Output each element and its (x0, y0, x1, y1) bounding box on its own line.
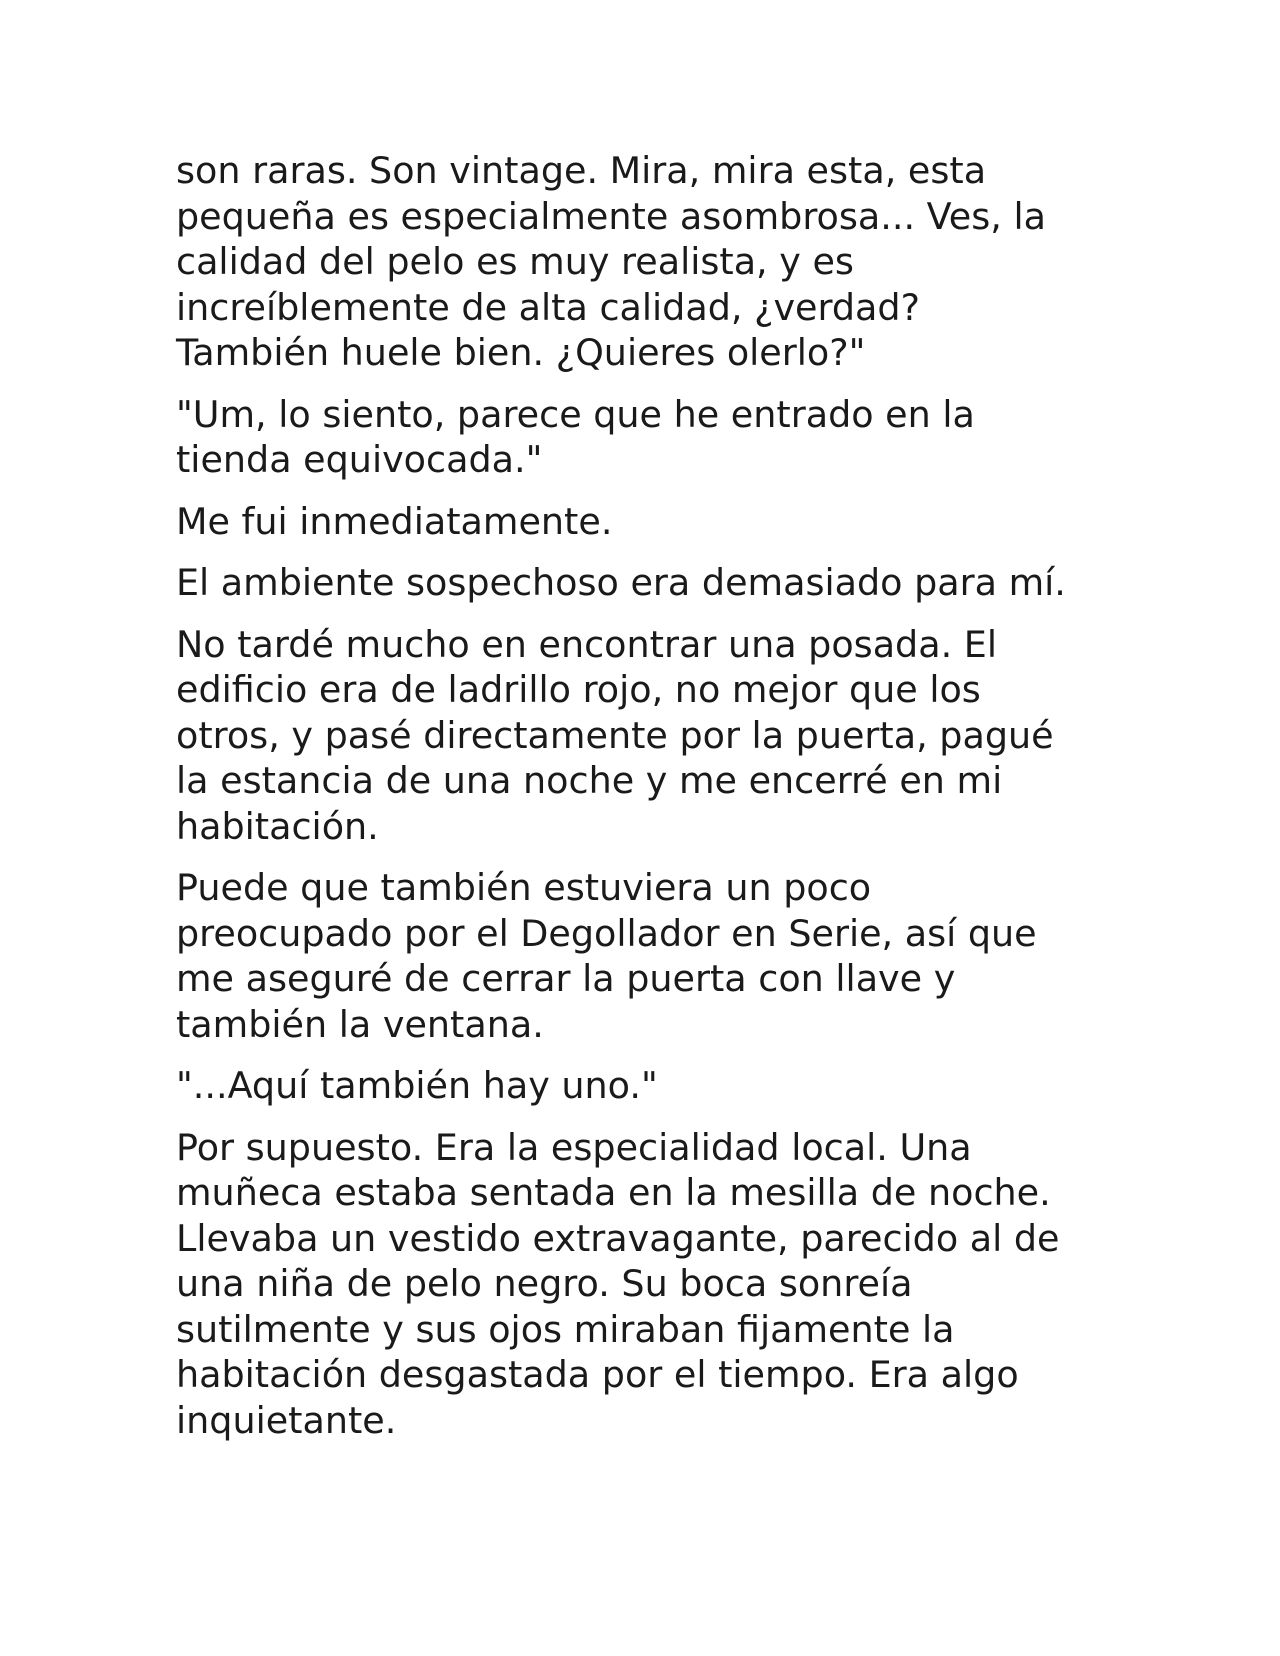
paragraph-7 (176, 1063, 1096, 1109)
text-line: muñeca estaba sentada en la mesilla de noche. (176, 1171, 1051, 1214)
text-line: "...Aquí también hay uno." (176, 1064, 658, 1107)
paragraph-2 (176, 392, 1096, 483)
paragraph-1 (176, 148, 1096, 376)
text-line: increíblemente de alta calidad, ¿verdad? (176, 285, 920, 329)
text-line: tienda equivocada." (176, 438, 543, 481)
text-line: Por supuesto. Era la especialidad local. Una (176, 1125, 972, 1169)
text-line: me aseguré de cerrar la puerta con llave y (176, 957, 956, 1000)
text-line: No tardé mucho en encontrar una posada. El (176, 622, 998, 666)
text-line: habitación desgastada por el tiempo. Era algo (176, 1353, 1019, 1396)
text-line: inquietante. (176, 1398, 397, 1442)
paragraph-3 (176, 499, 1096, 545)
text-line: una niña de pelo negro. Su boca sonreía (176, 1262, 913, 1305)
text-line: preocupado por el Degollador en Serie, así que (176, 911, 1037, 955)
paragraph-5 (176, 622, 1096, 850)
text-line: Puede que también estuviera un poco (176, 866, 872, 909)
text-line: habitación. (176, 804, 379, 848)
text-line: "Um, lo siento, parece que he entrado en la (176, 392, 975, 436)
text-line: Me fui inmediatamente. (176, 499, 613, 543)
text-line: El ambiente sospechoso era demasiado para mí. (176, 561, 1066, 604)
paragraph-8 (176, 1125, 1096, 1444)
text-line: otros, y pasé directamente por la puerta, pagué (176, 713, 1054, 757)
document-body (176, 148, 1096, 1459)
text-line: Llevaba un vestido extravagante, parecido al de (176, 1216, 1060, 1260)
text-line: También huele bien. ¿Quieres olerlo?" (176, 331, 866, 374)
text-line: sutilmente y sus ojos miraban fijamente la (176, 1307, 955, 1351)
paragraph-4 (176, 560, 1096, 606)
text-line: pequeña es especialmente asombrosa... Ves, la (176, 194, 1046, 238)
text-line: edificio era de ladrillo rojo, no mejor que los (176, 668, 981, 711)
text-line: son raras. Son vintage. Mira, mira esta, esta (176, 149, 987, 192)
text-line: la estancia de una noche y me encerré en mi (176, 759, 1003, 802)
text-line: también la ventana. (176, 1002, 544, 1046)
text-line: calidad del pelo es muy realista, y es (176, 240, 854, 283)
paragraph-6 (176, 865, 1096, 1047)
